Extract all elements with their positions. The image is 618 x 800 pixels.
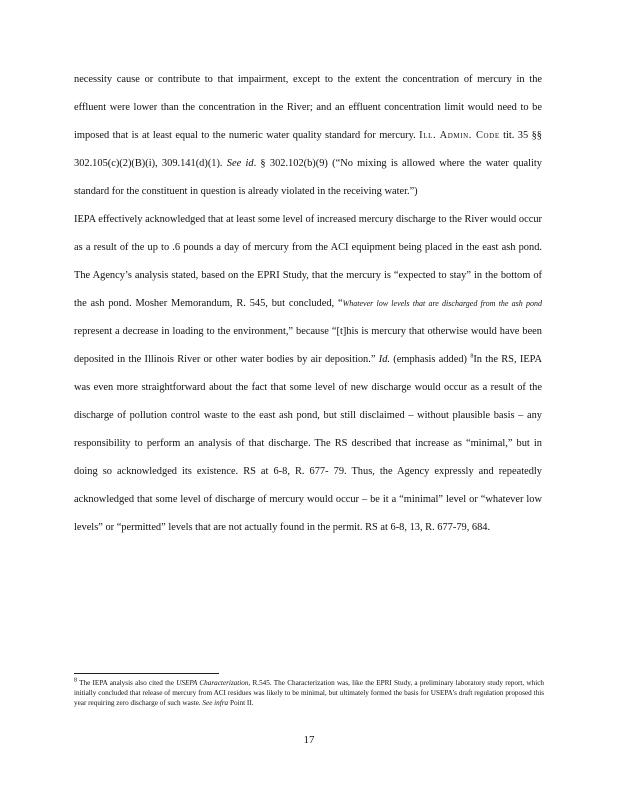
italic-text: See id (226, 158, 254, 169)
text-run: tit. 35 §§ 302.105(c)(2)(B)(i), 309.141(d)(1). (74, 130, 542, 169)
emphasized-quote: Whatever low levels that are discharged from the ash pond (342, 299, 542, 308)
paragraph (74, 206, 542, 542)
italic-text: See infra (202, 699, 229, 707)
paragraph (74, 66, 542, 206)
text-run: IEPA effectively acknowledged that at least some level of increased mercury discharge to the River would occur as a result of the up to .6 pounds a day of mercury from the ACI equipment being placed in the east ash pond. The Agency’s analysis stated, based on the EPRI Study, that the mercury is “expected to stay” in the bottom of the ash pond. Mosher Memorandum, R. 545, but concluded, “ (74, 214, 542, 309)
italic-text: Id. (378, 354, 391, 365)
footnote-divider (74, 673, 219, 674)
footnote-text (74, 678, 544, 708)
body-text (74, 66, 542, 542)
text-run: represent a decrease in loading to the environment,” because “[t]his is mercury that otherwise would have been deposited in the Illinois River or other water bodies by air deposition.” (74, 326, 542, 365)
italic-text: USEPA Characterization (176, 679, 249, 687)
text-run: Point II. (228, 699, 254, 707)
text-run: In the RS, IEPA was even more straightforward about the fact that some level of new discharge would occur as a result of the discharge of pollution control waste to the east ash pond, but still disclaimed – without plausible basis – any responsibility to perform an analysis of that discharge. The RS described that increase as “minimal,” but in doing so acknowledged its existence. RS at 6-8, R. 677- 79. Thus, the Agency expressly and repeatedly acknowledged that some level of discharge of mercury would occur – be it a “minimal” level or “whatever low levels” or “permitted” levels that are not actually found in the permit. RS at 6-8, 13, R. 677-79, 684. (74, 354, 542, 533)
text-run: , R.545. The Characterization was, like the EPRI Study, a preliminary laboratory study report, which initially concluded that release of mercury from ACI residues was likely to be minimal, but ultimately formed the basis for USEPA’s draft regulation proposed this year requiring zero discharge of such waste. (74, 679, 544, 707)
text-run: The IEPA analysis also cited the (77, 679, 177, 687)
citation-smallcaps: Ill. Admin. Code (419, 130, 500, 141)
footnote-marker: 8 (470, 353, 474, 360)
footnote (74, 678, 544, 708)
text-run: necessity cause or contribute to that impairment, except to the extent the concentration of mercury in the effluent were lower than the concentration in the River; and an effluent concentration limit would need to be imposed that is at least equal to the numeric water quality standard for mercury. (74, 74, 542, 141)
text-run: . § 302.102(b)(9) (“No mixing is allowed where the water quality standard for the constituent in question is already violated in the receiving water.”) (74, 158, 542, 197)
page-number: 17 (303, 734, 315, 746)
text-run: (emphasis added) (390, 354, 471, 365)
footnote-marker: 8 (74, 677, 77, 684)
